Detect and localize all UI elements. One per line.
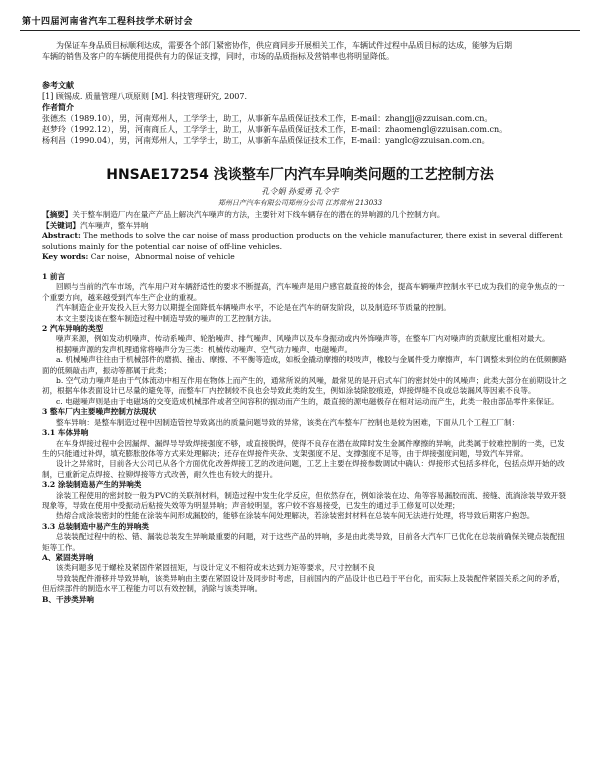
body-paragraph: 整车异响：是整车制造过程中因制造管控导致离出的质量问题导致的异常，该类在汽车整车厂控制也是较为困难，下面从几个工程工厂制： — [56, 417, 520, 427]
section-heading: 1 前言 — [42, 272, 66, 281]
body-paragraph: 根据噪声源的发声机理通常将噪声分为三类：机械传动噪声、空气动力噪声、电磁噪声。 — [56, 344, 353, 354]
body-paragraph: a. 机械噪声往往由于机械部件的磨损、撞击、摩擦、不平衡等造成，如板金撬动摩擦的吱吱声，橡胶与金属件受力摩擦声，车门调整未到位的在低频颤路面的低频敲击声，振动等都属于此类； — [42, 355, 567, 375]
body-paragraph: 热熔合成涂装密封的性能在涂装车间形成漏胶的，能够在涂装车间处理解决，若涂装密封材料在总装车间无法进行处理，将导致后期客户抱怨。 — [56, 511, 535, 521]
abstract-en-label: Abstract: — [42, 231, 81, 240]
paper-authors: 孔令娟 孙爱勇 孔令宇 — [261, 187, 339, 196]
reference-item: [1] 顾锡成. 质量管理八项原则 [M]. 科技管理研究, 2007. — [42, 92, 248, 101]
running-header: 第十四届河南省汽车工程科技学术研讨会 — [22, 17, 194, 27]
body-paragraph: 在车身焊接过程中会因漏焊、漏焊导导致焊接强度不够，或直接脱焊，使得不良存在潜在故障时发生金属件摩擦的异响，此类属于较难控制的一类，已发生的只能通过补焊，填充膨胀胶体等方式来处理解决；还存在焊接件夹杂、支架强度不足、支撑强度不足等，由于焊接强度问题，导致汽车异常。 — [42, 438, 565, 458]
references — [42, 80, 572, 146]
body-paragraph: 总装装配过程中的松、错、漏装总装发生异响最重要的问题，对于这些产品的异响，多是由此类导致，目前各大汽车厂已优化在总装前确保关键点装配扭矩等工作。 — [42, 532, 565, 552]
keywords-en-label: Key words: — [42, 252, 89, 261]
body-paragraph: 导致装配件滑移并导致异响，该类异响由主要在紧固设计及同步时考虑，目前国内的产品设计也已趋于平台化，而实际上及装配件紧固关系之间的矛盾，但后续部件的制造水平工程能力可以有效控制，消除与该类异响。 — [42, 573, 565, 594]
bio-heading: 作者简介 — [42, 102, 74, 112]
body-paragraph: b. 空气动力噪声是由于气体流动中相互作用在物体上而产生的，通常所说的风噪，最常见的是开启式车门的密封处中的风噪声；此类大部分在前期设计之初，根据车体表面设计已尽量的避免等，而整车厂内控制较不良也会导致此类的发生，例如涂装除胶痕迹，焊接焊缝不良或总装漏风等因素不良等。 — [42, 376, 567, 396]
subsection-heading: 3.1 车体异响 — [42, 428, 89, 438]
paper-title: HNSAE17254 浅谈整车厂内汽车异响类问题的工艺控制方法 — [106, 167, 494, 183]
intro-line-2: 车辆的销售及客户的车辆使用提供有力的保证支撑，同时，市场的品质指标及营销率也将明显降低。 — [42, 52, 394, 61]
intro-line-1: 为保证车身品质目标顺利达成，需要各个部门紧密协作，供应商同步开展相关工作，车辆试件过程中品质目标的达成，能够为后期 — [56, 41, 512, 50]
subsection-heading: 3.2 涂装制造易产生的异响类 — [42, 480, 142, 490]
keywords-cn: 汽车噪声，整车异响 — [79, 220, 149, 230]
references-heading: 参考文献 — [42, 80, 74, 90]
keywords-en: Car noise，Abnormal noise of vehicle — [90, 252, 235, 261]
subsection-heading: A、紧固类异响 — [42, 552, 94, 562]
body-paragraph: 设计之异常时，目前各大公司已从各个方面优化改善焊接工艺的改进问题，工艺上主要在焊接参数调试中确认：焊接形式包括多样化，包括点焊开始的改制，已重新定点焊接、拉铆焊接等方式改善，耐久性也有较大的提升。 — [42, 459, 565, 479]
abstract-cn-label: 【摘要】 — [42, 210, 73, 219]
subsection-heading: 3.3 总装制造中易产生的异响类 — [42, 521, 149, 531]
body-paragraph: 噪声来源，例如发动机噪声、传动系噪声、轮胎噪声、排气噪声、风噪声以及车身振动或内外饰噪声等，在整车厂内对噪声的贡献度比重相对最大。 — [56, 334, 550, 344]
body-paragraph: c. 电磁噪声则是由于电磁场的交变造成机械部件或者空间容积的振动而产生的，最直接的源电磁极存在相对运动而产生，此类一般由部品零件来保证。 — [56, 396, 559, 406]
body-paragraph: 涂装工程使用的密封胶一般为PVC的关联剂材料，制造过程中发生化学反应，但依然存在，例如涂装在边、角等容易漏胶而流、接缝、流淌涂装导致开裂现象等，导致在使用中受振动后粘接失效等为明显异响；声音较明显，客户较不容易接受，已发生的通过手工修复可以处理； — [42, 490, 566, 510]
subsection-heading: B、干涉类异响 — [42, 594, 94, 604]
paper-affiliation: 郑州日产汽车有限公司郑州分公司 江苏常州 213033 — [217, 199, 383, 207]
header-rule — [20, 30, 580, 31]
bio-line: 杨利昌（1990.04），男，河南郑州人，工学学士，助工，从事新车品质保证技术工作，E-mail：yanglc@zzuisan.com.cn。 — [42, 136, 490, 145]
body-paragraph: 汽车制造企业开发投入巨大努力以期提全面降低车辆噪声水平，不论是在汽车的研发阶段，以及制造环节质量的控制。 — [56, 303, 451, 313]
bio-line: 张德杰（1989.10），男，河南郑州人，工学学士，助工，从事新车品质保证技术工作，E-mail：zhangjj@zzuisan.com.cn。 — [42, 114, 493, 123]
abstract-block — [42, 210, 572, 263]
intro-paragraph — [42, 40, 572, 62]
keywords-cn-label: 【关键词】 — [42, 220, 80, 230]
section-heading: 3 整车厂内主要噪声控制方法现状 — [42, 407, 157, 417]
body-text — [42, 272, 572, 605]
abstract-en: The methods to solve the car noise of mass production products on the vehicle manufacturer, there exist in several different solutions mainly for the potential car noise of off-line vehicles. — [42, 231, 563, 251]
body-paragraph: 回顾与当前的汽车市场，汽车用户对车辆舒适性的要求不断提高，汽车噪声是用户感官最直接的体会，提高车辆噪声控制水平已成为我们的竞争焦点的一个重要方向，越来越受到汽车生产企业的重视。 — [42, 282, 565, 302]
bio-line: 赵梦玲（1992.12），男，河南商丘人，工学学士，助工，从事新车品质保证技术工作，E-mail：zhaomengl@zzuisan.com.cn。 — [42, 125, 508, 134]
section-heading: 2 汽车异响的类型 — [42, 324, 104, 334]
abstract-cn: 关于整车制造厂内在量产产品上解决汽车噪声的方法，主要针对下线车辆存在的潜在的异响源的几个控制方向。 — [72, 210, 445, 219]
body-paragraph: 本文主要浅谈在整车制造过程中制造导致的噪声的工艺控制方法。 — [56, 313, 277, 323]
body-paragraph: 该类问题多见于螺栓及紧固件紧固扭矩，与设计定义不相符或未达到力矩等要求，尺寸控制不良 — [56, 563, 375, 573]
